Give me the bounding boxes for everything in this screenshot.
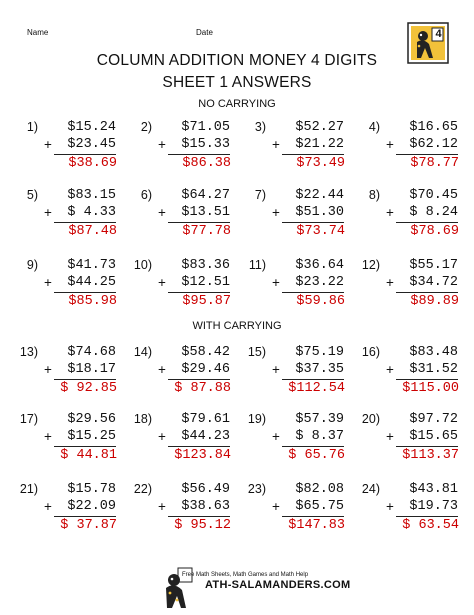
problem-number: 16)	[361, 345, 380, 359]
plus-sign: +	[158, 499, 166, 514]
addend-bottom: $62.12	[409, 137, 458, 152]
plus-sign: +	[272, 362, 280, 377]
problem-item	[14, 412, 117, 478]
problem-number: 9)	[26, 258, 38, 272]
answer: $38.69	[68, 156, 117, 171]
addend-top: $56.49	[181, 482, 230, 497]
problem-item	[128, 188, 231, 254]
footer-brand: ATH-SALAMANDERS.COM	[205, 579, 351, 591]
addend-bottom: $23.22	[295, 275, 344, 290]
problem-item	[128, 412, 231, 478]
sum-line	[54, 516, 116, 517]
sum-line	[282, 446, 344, 447]
sum-line	[54, 222, 116, 223]
problem-item	[242, 412, 345, 478]
sum-line	[282, 516, 344, 517]
addend-top: $79.61	[181, 412, 230, 427]
answer: $113.37	[402, 448, 459, 463]
answer: $85.98	[68, 294, 117, 309]
problem-number: 12)	[361, 258, 380, 272]
problem-item	[14, 345, 117, 411]
addend-bottom: $19.73	[409, 499, 458, 514]
addend-top: $75.19	[295, 345, 344, 360]
problem-item	[242, 482, 345, 548]
problem-item	[356, 482, 459, 548]
answer: $89.89	[410, 294, 459, 309]
addend-bottom: $29.46	[181, 362, 230, 377]
problem-item	[128, 120, 231, 186]
problem-number: 20)	[361, 412, 380, 426]
problem-number: 3)	[254, 120, 266, 134]
sum-line	[168, 222, 230, 223]
problem-number: 2)	[140, 120, 152, 134]
addend-top: $22.44	[295, 188, 344, 203]
addend-bottom: $22.09	[67, 499, 116, 514]
addend-top: $83.15	[67, 188, 116, 203]
problem-item	[128, 482, 231, 548]
addend-bottom: $15.65	[409, 429, 458, 444]
problem-item	[242, 345, 345, 411]
answer: $87.48	[68, 224, 117, 239]
addend-top: $97.72	[409, 412, 458, 427]
addend-top: $58.42	[181, 345, 230, 360]
problem-number: 5)	[26, 188, 38, 202]
problem-item	[356, 345, 459, 411]
page-title: COLUMN ADDITION MONEY 4 DIGITS	[96, 52, 378, 69]
addend-top: $55.17	[409, 258, 458, 273]
sum-line	[396, 292, 458, 293]
problem-item	[356, 412, 459, 478]
plus-sign: +	[44, 499, 52, 514]
name-label: Name	[27, 28, 49, 37]
addend-top: $70.45	[409, 188, 458, 203]
answer: $ 65.76	[288, 448, 345, 463]
plus-sign: +	[158, 429, 166, 444]
problem-number: 17)	[19, 412, 38, 426]
plus-sign: +	[158, 362, 166, 377]
problem-number: 14)	[133, 345, 152, 359]
addend-bottom: $34.72	[409, 275, 458, 290]
addend-bottom: $21.22	[295, 137, 344, 152]
addend-top: $83.48	[409, 345, 458, 360]
addend-top: $15.78	[67, 482, 116, 497]
answer: $78.69	[410, 224, 459, 239]
sum-line	[168, 154, 230, 155]
plus-sign: +	[272, 275, 280, 290]
problem-number: 8)	[368, 188, 380, 202]
sum-line	[396, 379, 458, 380]
plus-sign: +	[386, 137, 394, 152]
sum-line	[54, 379, 116, 380]
problem-number: 15)	[247, 345, 266, 359]
problem-number: 4)	[368, 120, 380, 134]
addend-bottom: $23.45	[67, 137, 116, 152]
problem-item	[242, 120, 345, 186]
problem-number: 21)	[19, 482, 38, 496]
addend-top: $74.68	[67, 345, 116, 360]
plus-sign: +	[158, 275, 166, 290]
addend-bottom: $44.25	[67, 275, 116, 290]
plus-sign: +	[44, 205, 52, 220]
addend-top: $57.39	[295, 412, 344, 427]
addend-bottom: $18.17	[67, 362, 116, 377]
plus-sign: +	[44, 362, 52, 377]
answer: $ 63.54	[402, 518, 459, 533]
problem-item	[14, 258, 117, 324]
answer: $ 87.88	[174, 381, 231, 396]
answer: $ 95.12	[174, 518, 231, 533]
addend-top: $52.27	[295, 120, 344, 135]
sum-line	[282, 154, 344, 155]
problem-number: 11)	[248, 258, 266, 272]
sum-line	[54, 292, 116, 293]
sum-line	[54, 154, 116, 155]
problem-item	[242, 188, 345, 254]
addend-bottom: $51.30	[295, 205, 344, 220]
addend-top: $36.64	[295, 258, 344, 273]
addend-bottom: $12.51	[181, 275, 230, 290]
plus-sign: +	[44, 137, 52, 152]
plus-sign: +	[386, 429, 394, 444]
addend-bottom: $44.23	[181, 429, 230, 444]
sum-line	[168, 292, 230, 293]
plus-sign: +	[158, 137, 166, 152]
plus-sign: +	[158, 205, 166, 220]
addend-bottom: $37.35	[295, 362, 344, 377]
answer: $147.83	[288, 518, 345, 533]
date-label: Date	[196, 28, 213, 37]
footer-tagline: Free Math Sheets, Math Games and Math Help	[181, 572, 309, 578]
addend-top: $43.81	[409, 482, 458, 497]
answer: $86.38	[182, 156, 231, 171]
addend-bottom: $38.63	[181, 499, 230, 514]
problem-number: 23)	[247, 482, 266, 496]
sum-line	[396, 222, 458, 223]
problem-item	[128, 258, 231, 324]
plus-sign: +	[272, 429, 280, 444]
logo-digit: 4	[435, 28, 442, 40]
section-with-carrying: WITH CARRYING	[192, 320, 282, 332]
sum-line	[168, 516, 230, 517]
answer: $ 37.87	[60, 518, 117, 533]
problem-item	[356, 188, 459, 254]
addend-bottom: $13.51	[181, 205, 230, 220]
problem-number: 7)	[254, 188, 266, 202]
answer: $73.74	[296, 224, 345, 239]
plus-sign: +	[272, 499, 280, 514]
problem-item	[14, 482, 117, 548]
problem-item	[14, 120, 117, 186]
answer: $ 44.81	[60, 448, 117, 463]
problem-item	[128, 345, 231, 411]
answer: $123.84	[174, 448, 231, 463]
plus-sign: +	[386, 499, 394, 514]
sum-line	[396, 516, 458, 517]
plus-sign: +	[272, 137, 280, 152]
answer: $115.00	[402, 381, 459, 396]
plus-sign: +	[386, 205, 394, 220]
plus-sign: +	[272, 205, 280, 220]
addend-top: $82.08	[295, 482, 344, 497]
addend-top: $71.05	[181, 120, 230, 135]
sum-line	[396, 154, 458, 155]
sum-line	[282, 222, 344, 223]
problem-item	[14, 188, 117, 254]
page-subtitle: SHEET 1 ANSWERS	[162, 74, 312, 91]
problem-number: 18)	[133, 412, 152, 426]
addend-bottom: $15.33	[181, 137, 230, 152]
sum-line	[168, 446, 230, 447]
sum-line	[282, 379, 344, 380]
plus-sign: +	[386, 362, 394, 377]
plus-sign: +	[44, 275, 52, 290]
answer: $78.77	[410, 156, 459, 171]
sum-line	[396, 446, 458, 447]
addend-top: $29.56	[67, 412, 116, 427]
plus-sign: +	[386, 275, 394, 290]
addend-top: $15.24	[67, 120, 116, 135]
answer: $73.49	[296, 156, 345, 171]
answer: $ 92.85	[60, 381, 117, 396]
section-no-carrying: NO CARRYING	[198, 98, 276, 110]
problem-number: 19)	[247, 412, 266, 426]
addend-bottom: $15.25	[67, 429, 116, 444]
problem-item	[242, 258, 345, 324]
answer: $95.87	[182, 294, 231, 309]
sum-line	[54, 446, 116, 447]
problem-number: 22)	[133, 482, 152, 496]
sum-line	[168, 379, 230, 380]
answer: $77.78	[182, 224, 231, 239]
problem-item	[356, 120, 459, 186]
problem-item	[356, 258, 459, 324]
problem-number: 1)	[26, 120, 38, 134]
addend-top: $41.73	[67, 258, 116, 273]
problem-number: 10)	[133, 258, 152, 272]
sum-line	[282, 292, 344, 293]
addend-bottom: $65.75	[295, 499, 344, 514]
addend-top: $64.27	[181, 188, 230, 203]
problem-number: 24)	[361, 482, 380, 496]
addend-bottom: $ 8.37	[295, 429, 344, 444]
problem-number: 6)	[140, 188, 152, 202]
addend-bottom: $ 8.24	[409, 205, 458, 220]
answer: $59.86	[296, 294, 345, 309]
addend-top: $83.36	[181, 258, 230, 273]
problem-number: 13)	[19, 345, 38, 359]
plus-sign: +	[44, 429, 52, 444]
answer: $112.54	[288, 381, 345, 396]
addend-top: $16.65	[409, 120, 458, 135]
addend-bottom: $31.52	[409, 362, 458, 377]
addend-bottom: $ 4.33	[67, 205, 116, 220]
